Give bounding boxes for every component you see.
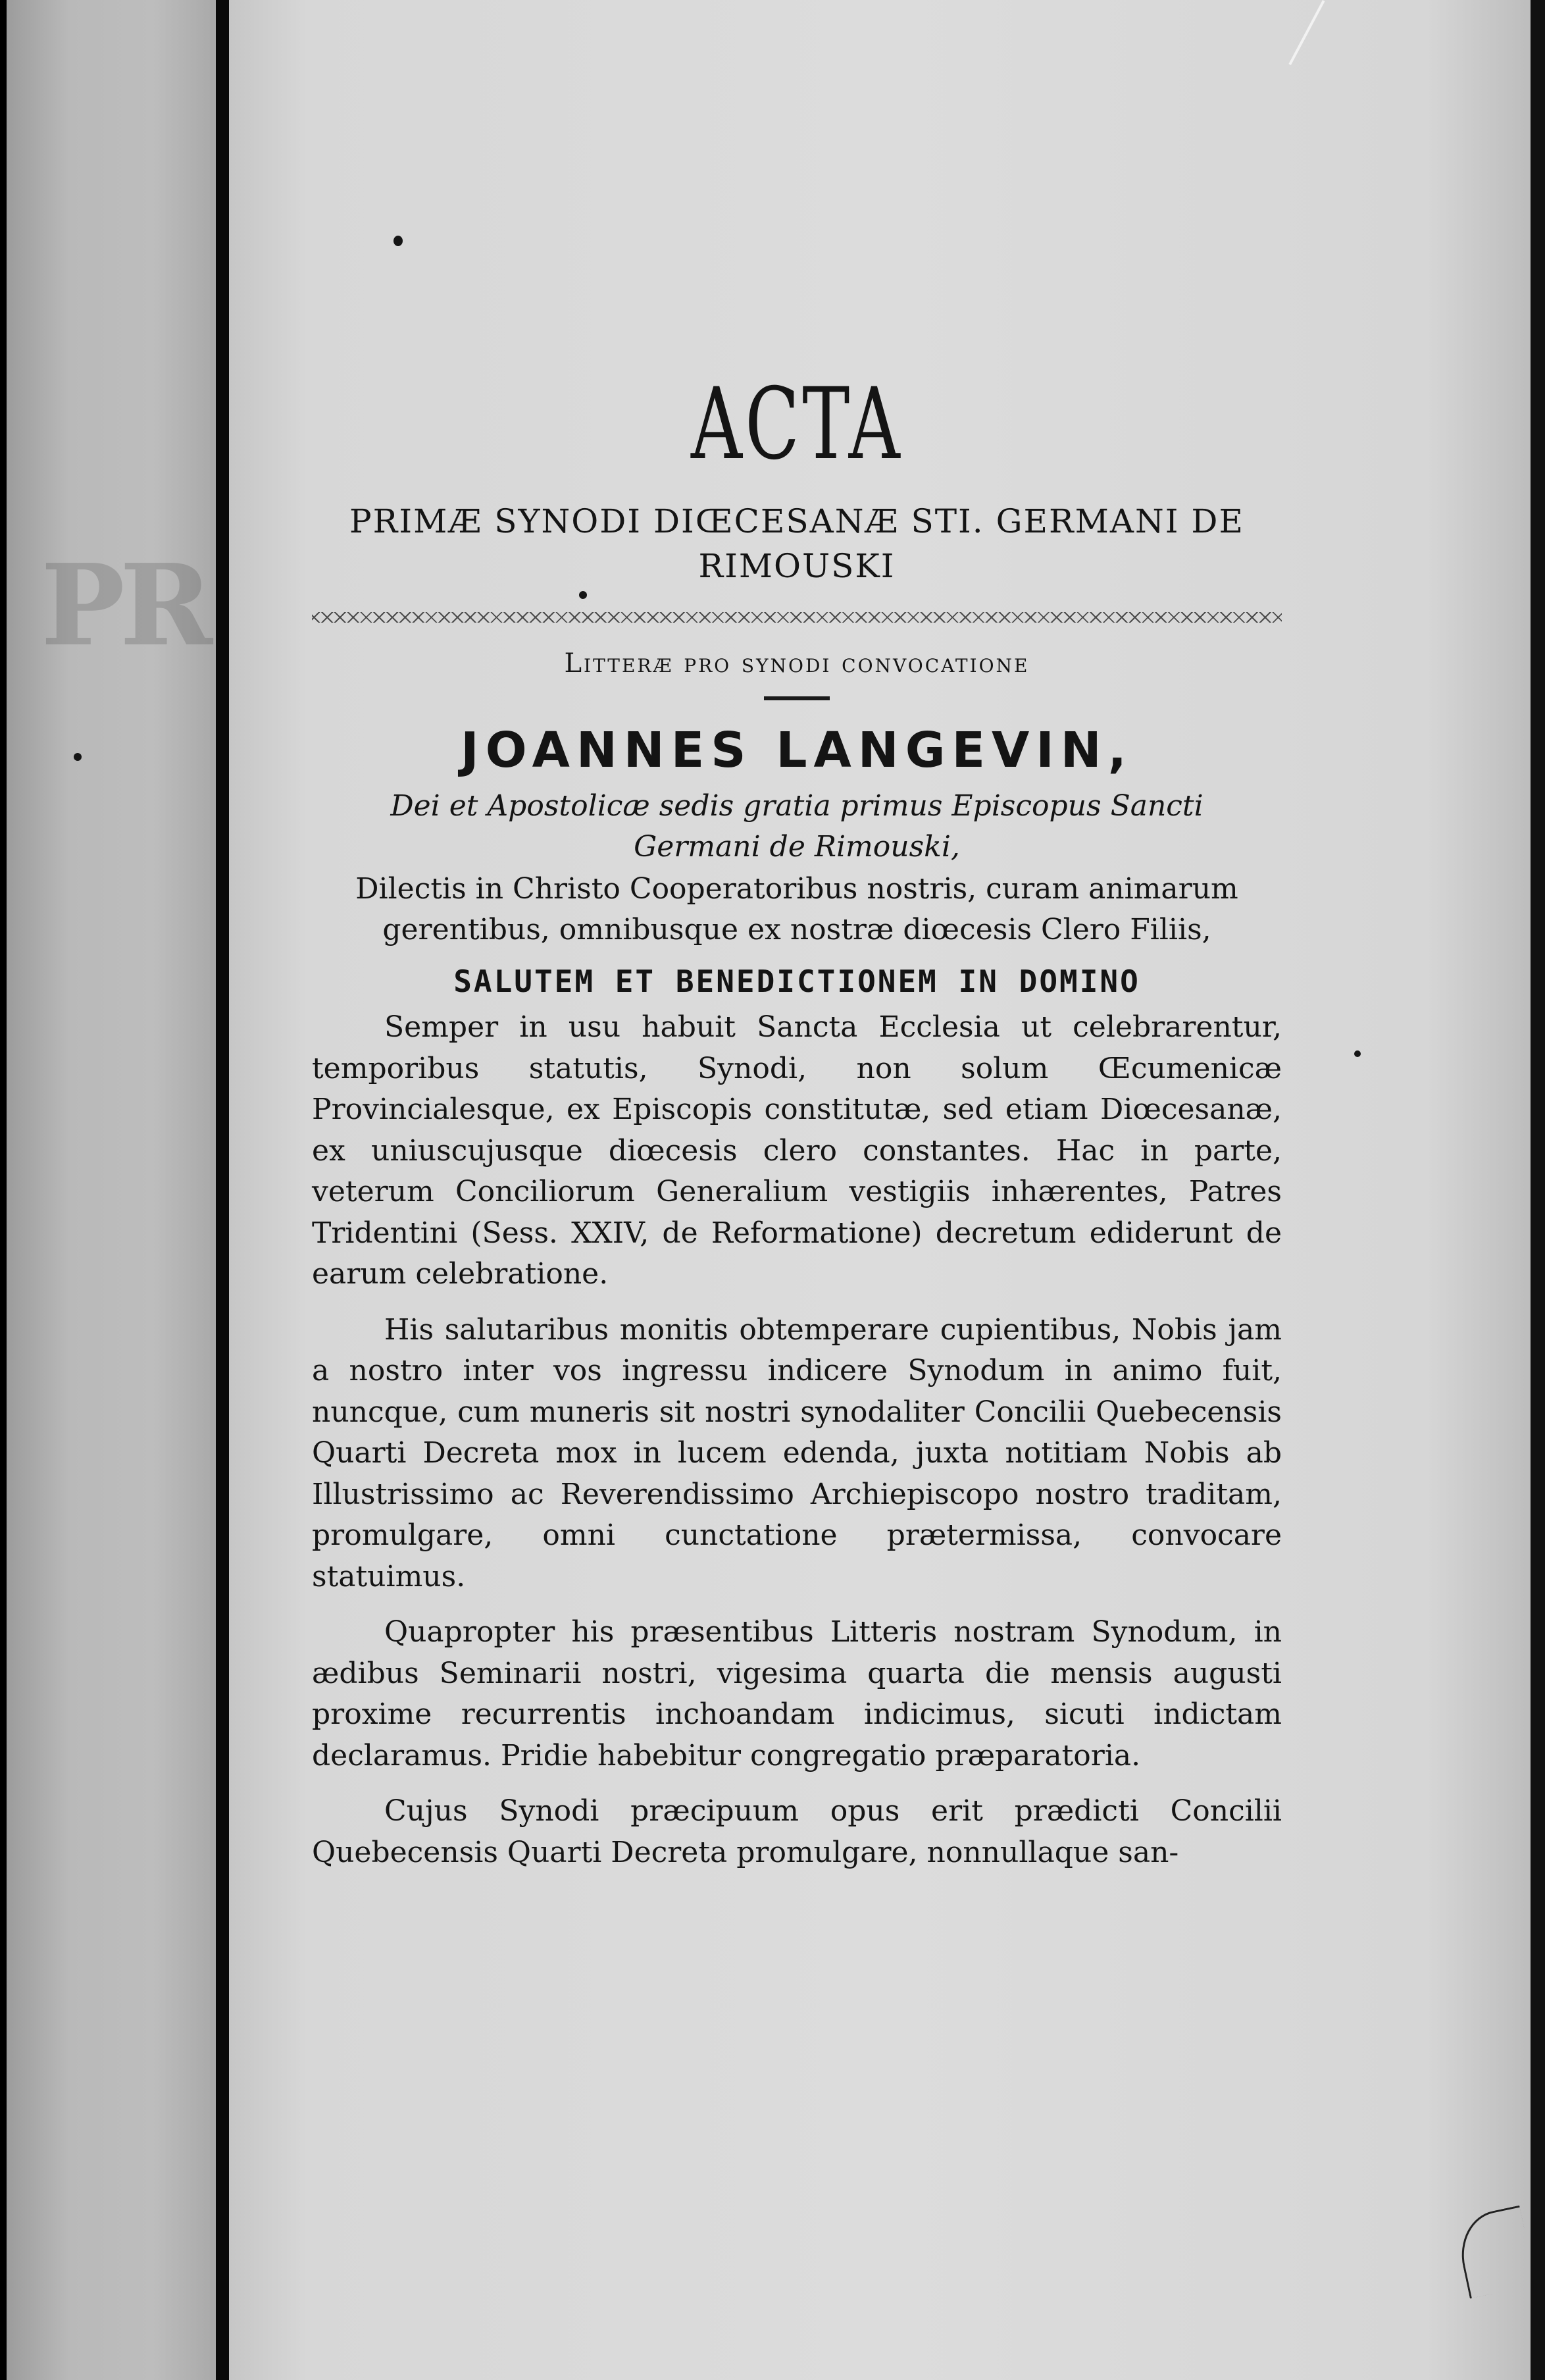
salutation: SALUTEM ET BENEDICTIONEM IN DOMINO bbox=[453, 964, 1140, 999]
paragraph: Cujus Synodi præcipuum opus erit prædicti Concilii Quebecensis Quarti Decreta promulgare, nonnullaque san- bbox=[312, 1794, 1282, 1869]
ink-speck bbox=[393, 236, 403, 246]
ink-speck bbox=[1354, 1050, 1361, 1057]
paragraph: His salutaribus monitis obtemperare cupientibus, Nobis jam a nostro inter vos ingressu indicere Synodum in animo fuit, nuncque, cum muneris sit nostri synodaliter Concilii Quebecensis Quarti Decreta mox in lucem edenda, juxta notitiam Nobis ab Illustrissimo ac Reverendissimo Archiepiscopo nostro traditam, promulgare, omni cunctatione prætermissa, convocare statuimus. bbox=[312, 1312, 1282, 1593]
section-heading: Litteræ pro synodi convocatione bbox=[564, 648, 1030, 679]
page-subtitle: PRIMÆ SYNODI DIŒCESANÆ STI. GERMANI DE RIMOUSKI bbox=[349, 502, 1244, 585]
bleed-through-glyph: PR bbox=[41, 540, 208, 671]
page-edge-shadow bbox=[1531, 0, 1545, 2380]
ornamental-rule bbox=[312, 612, 1282, 623]
paragraph: Semper in usu habuit Sancta Ecclesia ut celebrarentur, temporibus statutis, Synodi, non solum Œcumenicæ Provincialesque, ex Episcopis constitutæ, sed etiam Diœcesanæ, ex uniuscujusque diœcesis clero constantes. Hac in parte, veterum Conciliorum Generalium vestigiis inhærentes, Patres Tridentini (Sess. XXIV, de Reformatione) decretum ediderunt de earum celebratione. bbox=[312, 1010, 1282, 1291]
bishop-name: JOANNES LANGEVIN, bbox=[461, 722, 1133, 779]
book-spine bbox=[216, 0, 229, 2380]
facing-page-edge bbox=[7, 0, 216, 2380]
short-divider bbox=[764, 696, 830, 700]
paragraph: Quapropter his præsentibus Litteris nostram Synodum, in ædibus Seminarii nostri, vigesima quarta die mensis augusti proxime recurrentis inchoandam indicimus, sicuti indictam declaramus. Pridie habebitur congregatio præparatoria. bbox=[312, 1615, 1282, 1772]
address-line: Dilectis in Christo Cooperatoribus nostris, curam animarum gerentibus, omnibusque ex nostræ diœcesis Clero Filiis, bbox=[355, 872, 1238, 946]
bishop-title: Dei et Apostolicæ sedis gratia primus Episcopus Sancti Germani de Rimouski, bbox=[390, 789, 1203, 864]
ink-speck bbox=[74, 753, 82, 761]
page-title: ACTA bbox=[690, 367, 903, 482]
text-column bbox=[312, 369, 1282, 1873]
